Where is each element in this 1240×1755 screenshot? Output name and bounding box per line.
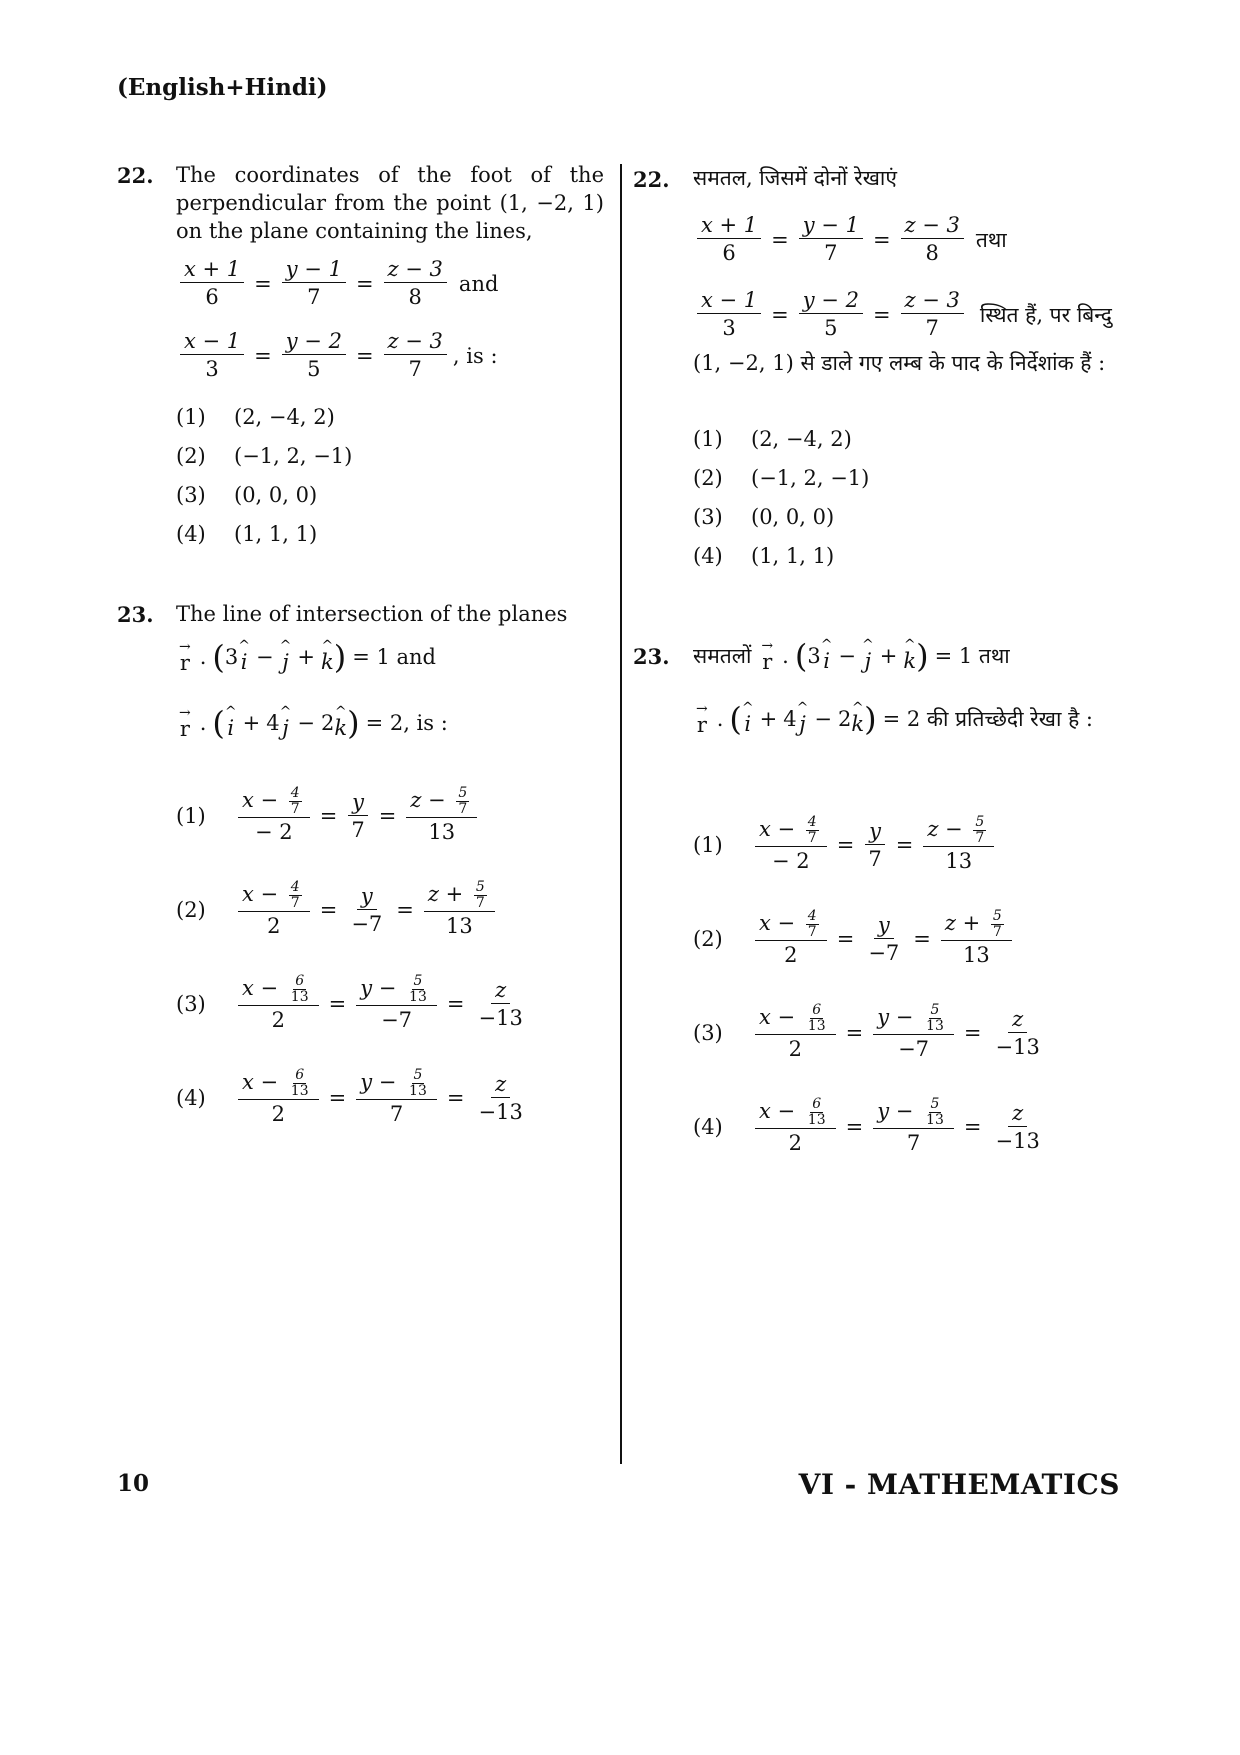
frac-top: z − [410,788,453,812]
option-value: (0, 0, 0) [751,505,835,529]
small-num: 6 [295,973,305,989]
hi-q22-l1-b-num: y − 1 [799,212,863,239]
frac-top: x − [242,788,285,812]
en-q23-text: The line of intersection of the planes [176,602,568,626]
frac-den: 2 [267,914,281,938]
small-num: 5 [413,973,423,989]
page-number: 10 [117,1470,150,1497]
hi-q23-plane1-suffix: = 1 तथा [934,644,1010,668]
small-den: 7 [992,924,1002,940]
frac-num: z [491,1071,510,1098]
frac-den: −7 [381,1008,413,1032]
hi-q23-number: 23. [633,643,670,669]
en-q23-option[interactable]: (3) x − $\frac{6}{13}$ 2 = y − $\frac{5}{13}$ −7 = $\frac{z}{-13}$ [176,974,531,1034]
hi-q23-option[interactable]: (1) x − $\frac{4}{7}$ − 2 = $\frac{y}{7}$ = z − $\frac{5}{7}$ 13 [693,815,998,875]
language-header: (English+Hindi) [117,74,328,101]
frac-den: 2 [271,1102,285,1126]
frac-top: x − [242,976,285,1000]
en-q22-l1-b-num: y − 1 [282,256,346,283]
small-num: 6 [295,1067,305,1083]
small-num: 5 [458,785,468,801]
hi-q22-l2-c-num: z − 3 [901,287,964,314]
frac-num: y [348,789,368,816]
frac-den: 7 [351,817,365,842]
option-label: (4) [176,1086,206,1110]
frac-den: − 2 [255,820,293,844]
en-q23-plane2-suffix: = 2, is : [365,711,448,735]
small-num: 5 [930,1096,940,1112]
en-q22-option[interactable] [176,405,335,429]
small-den: 7 [475,895,485,911]
en-q22-l1-a-num: x + 1 [180,256,244,283]
frac-num: z [491,977,510,1004]
en-q22-option[interactable] [176,522,317,546]
frac-top: y − [360,976,404,1000]
small-num: 6 [812,1096,822,1112]
en-q22-l1-c-den: 8 [408,285,422,309]
hi-q22-l2-a-num: x − 1 [697,287,761,314]
option-label: (2) [693,927,723,951]
frac-top: x − [242,1070,285,1094]
option-value: (0, 0, 0) [234,483,318,507]
frac-den: −13 [478,1005,523,1030]
en-q22-l2-suffix: , is : [452,343,498,368]
frac-top: y − [877,1099,921,1123]
frac-den: 2 [271,1008,285,1032]
frac-den: 13 [963,943,990,967]
hi-q23-intro: समतलों [693,644,752,668]
option-value: (1, 1, 1) [234,522,318,546]
option-label: (3) [693,1021,723,1045]
frac-den: −13 [995,1034,1040,1059]
frac-top: x − [759,911,802,935]
small-den: 13 [290,1083,309,1099]
frac-top: z + [427,882,470,906]
en-q22-l2-b-den: 5 [307,357,321,381]
small-num: 5 [930,1002,940,1018]
en-q23-option[interactable]: (1) x − $\frac{4}{7}$ − 2 = $\frac{y}{7}$ = z − $\frac{5}{7}$ 13 [176,786,481,846]
frac-top: y − [360,1070,404,1094]
small-den: 13 [926,1112,944,1128]
option-label: (1) [176,405,206,429]
frac-num: y [874,912,894,939]
hi-q22-number: 22. [633,167,670,192]
frac-den: −13 [995,1128,1040,1153]
small-den: 13 [409,989,427,1005]
small-den: 7 [975,830,985,846]
small-den: 13 [409,1083,427,1099]
en-q23-plane1-suffix: = 1 and [352,645,436,669]
frac-top: x − [759,1099,802,1123]
en-q22-text: The coordinates of the foot of the perpendicular from the point (1, −2, 1) on the plane containing the lines, [176,163,604,243]
small-den: 7 [458,801,468,817]
small-num: 4 [807,814,817,830]
hi-q23-option[interactable]: (2) x − $\frac{4}{7}$ 2 = $\frac{y}{-7}$ = z + $\frac{5}{7}$ 13 [693,909,1016,969]
en-q22-l2-a-den: 3 [205,357,219,381]
en-q22-number: 22. [117,163,154,188]
small-num: 6 [812,1002,822,1018]
option-label: (3) [693,505,723,529]
hi-q22-l2-suffix: स्थित हैं, पर बिन्दु [979,302,1112,327]
en-q23-option[interactable]: (4) x − $\frac{6}{13}$ 2 = y − $\frac{5}{13}$ 7 = $\frac{z}{-13}$ [176,1068,531,1128]
hi-q22-l1-c-den: 8 [925,241,939,265]
frac-den: −13 [478,1099,523,1124]
option-label: (1) [693,427,723,451]
option-label: (4) [693,544,723,568]
frac-top: x − [759,817,802,841]
option-label: (1) [693,833,723,857]
hi-q22-intro: समतल, जिसमें दोनों रेखाएं [693,166,897,190]
frac-den: 7 [389,1102,404,1126]
small-num: 5 [475,879,485,895]
option-label: (2) [176,444,206,468]
small-num: 5 [975,814,985,830]
hi-q22-option[interactable] [693,544,834,568]
small-den: 7 [290,895,300,911]
hi-q22-l1-a-num: x + 1 [697,212,761,239]
option-label: (2) [176,898,206,922]
frac-den: 2 [788,1131,802,1155]
frac-num: z [1008,1100,1027,1127]
option-label: (4) [176,522,206,546]
hi-q23-option[interactable]: (3) x − $\frac{6}{13}$ 2 = y − $\frac{5}{13}$ −7 = $\frac{z}{-13}$ [693,1003,1048,1063]
hi-q22-option[interactable] [693,466,869,490]
hi-q22-l2-b-den: 5 [824,316,838,340]
hi-q22-l1-a-den: 6 [722,241,736,265]
en-q22-option[interactable] [176,444,352,468]
hi-q22-l1-suffix: तथा [975,227,1007,252]
frac-den: 13 [945,849,973,873]
en-q22-l2-c-den: 7 [408,357,422,381]
small-den: 13 [290,989,309,1005]
hi-q22-l1-b-den: 7 [824,241,838,265]
hi-q22-l2-b-num: y − 2 [799,287,863,314]
small-den: 13 [926,1018,944,1034]
frac-num: z [1008,1006,1027,1033]
hi-q22-line2: $\frac{x - 1}{3}$ = $\frac{y - 2}{5}$ = $\frac{z - 3}{7}$ स्थित हैं, पर बिन्दु [693,287,1112,342]
frac-den: −7 [868,940,900,965]
frac-top: x − [759,1005,802,1029]
option-label: (4) [693,1115,723,1139]
frac-top: x − [242,882,285,906]
frac-num: y [357,883,377,910]
subject-title: VI - MATHEMATICS [798,1468,1120,1501]
option-value: (−1, 2, −1) [751,466,870,490]
frac-den: 2 [788,1037,802,1061]
en-q23-option[interactable]: (2) x − $\frac{4}{7}$ 2 = $\frac{y}{-7}$ = z + $\frac{5}{7}$ 13 [176,880,499,940]
frac-den: −7 [898,1037,930,1061]
small-num: 4 [290,785,300,801]
hi-q23-plane2: → r . ( ^ i + 4 ^ j − 2 ^ k ) = 2 की प्रतिच्छेदी रेखा है : [696,700,1093,738]
small-den: 13 [807,1018,826,1034]
small-num: 4 [290,879,300,895]
option-label: (1) [176,804,206,828]
en-q22-l1-a-den: 6 [205,285,219,309]
en-q22-l2-b-num: y − 2 [282,328,346,355]
en-q22-l1-c-num: z − 3 [384,256,447,283]
hi-q23-plane2-suffix: = 2 की प्रतिच्छेदी रेखा है : [882,707,1093,731]
hi-q22-tail: (1, −2, 1) से डाले गए लम्ब के पाद के निर्देशांक हैं : [693,351,1106,375]
frac-den: − 2 [772,849,810,873]
en-q22-line1: $\frac{x + 1}{6}$ = $\frac{y - 1}{7}$ = $\frac{z - 3}{8}$ and [176,256,498,311]
hi-q22-l2-a-den: 3 [722,316,736,340]
en-q22-line2: $\frac{x - 1}{3}$ = $\frac{y - 2}{5}$ = $\frac{z - 3}{7}$ , is : [176,328,498,383]
option-value: (2, −4, 2) [234,405,335,429]
column-divider [620,164,622,1464]
option-value: (1, 1, 1) [751,544,835,568]
small-num: 4 [807,908,817,924]
hi-q22-l2-c-den: 7 [925,316,939,340]
small-num: 5 [413,1067,423,1083]
frac-den: 7 [906,1131,921,1155]
en-q22-l2-c-num: z − 3 [384,328,447,355]
hi-q22-l1-c-num: z − 3 [901,212,964,239]
option-label: (2) [693,466,723,490]
en-q22-option[interactable] [176,483,317,507]
en-q23-plane1: → r . ( 3 ^ i − ^ j + ^ k ) = 1 and [179,638,436,676]
hi-q23-plane1: 23. समतलों → r . ( 3 ^ i − ^ j + ^ k ) = 1 तथा [633,637,1010,675]
option-value: (−1, 2, −1) [234,444,353,468]
frac-top: z − [927,817,970,841]
hi-q22-line1: $\frac{x + 1}{6}$ = $\frac{y - 1}{7}$ = $\frac{z - 3}{8}$ तथा [693,212,1007,267]
small-num: 5 [992,908,1002,924]
frac-den: 13 [446,914,473,938]
en-q22-l1-b-den: 7 [307,285,321,309]
en-q22-l2-a-num: x − 1 [180,328,244,355]
option-value: (2, −4, 2) [751,427,852,451]
hi-q23-option[interactable]: (4) x − $\frac{6}{13}$ 2 = y − $\frac{5}{13}$ 7 = $\frac{z}{-13}$ [693,1097,1048,1157]
en-q23-number: 23. [117,602,154,627]
en-q23-plane2: → r . ( ^ i + 4 ^ j − 2 ^ k ) = 2, is : [179,704,448,742]
frac-top: z + [944,911,987,935]
frac-num: y [865,818,885,845]
en-q22-l1-suffix: and [458,271,499,296]
hi-q22-option[interactable] [693,505,834,529]
small-den: 13 [807,1112,826,1128]
frac-den: −7 [351,911,383,936]
small-den: 7 [807,830,817,846]
small-den: 7 [290,801,300,817]
frac-top: y − [877,1005,921,1029]
frac-den: 13 [428,820,456,844]
option-label: (3) [176,483,206,507]
option-label: (3) [176,992,206,1016]
hi-q22-option[interactable] [693,427,852,451]
frac-den: 7 [868,846,882,871]
frac-den: 2 [784,943,798,967]
small-den: 7 [807,924,817,940]
